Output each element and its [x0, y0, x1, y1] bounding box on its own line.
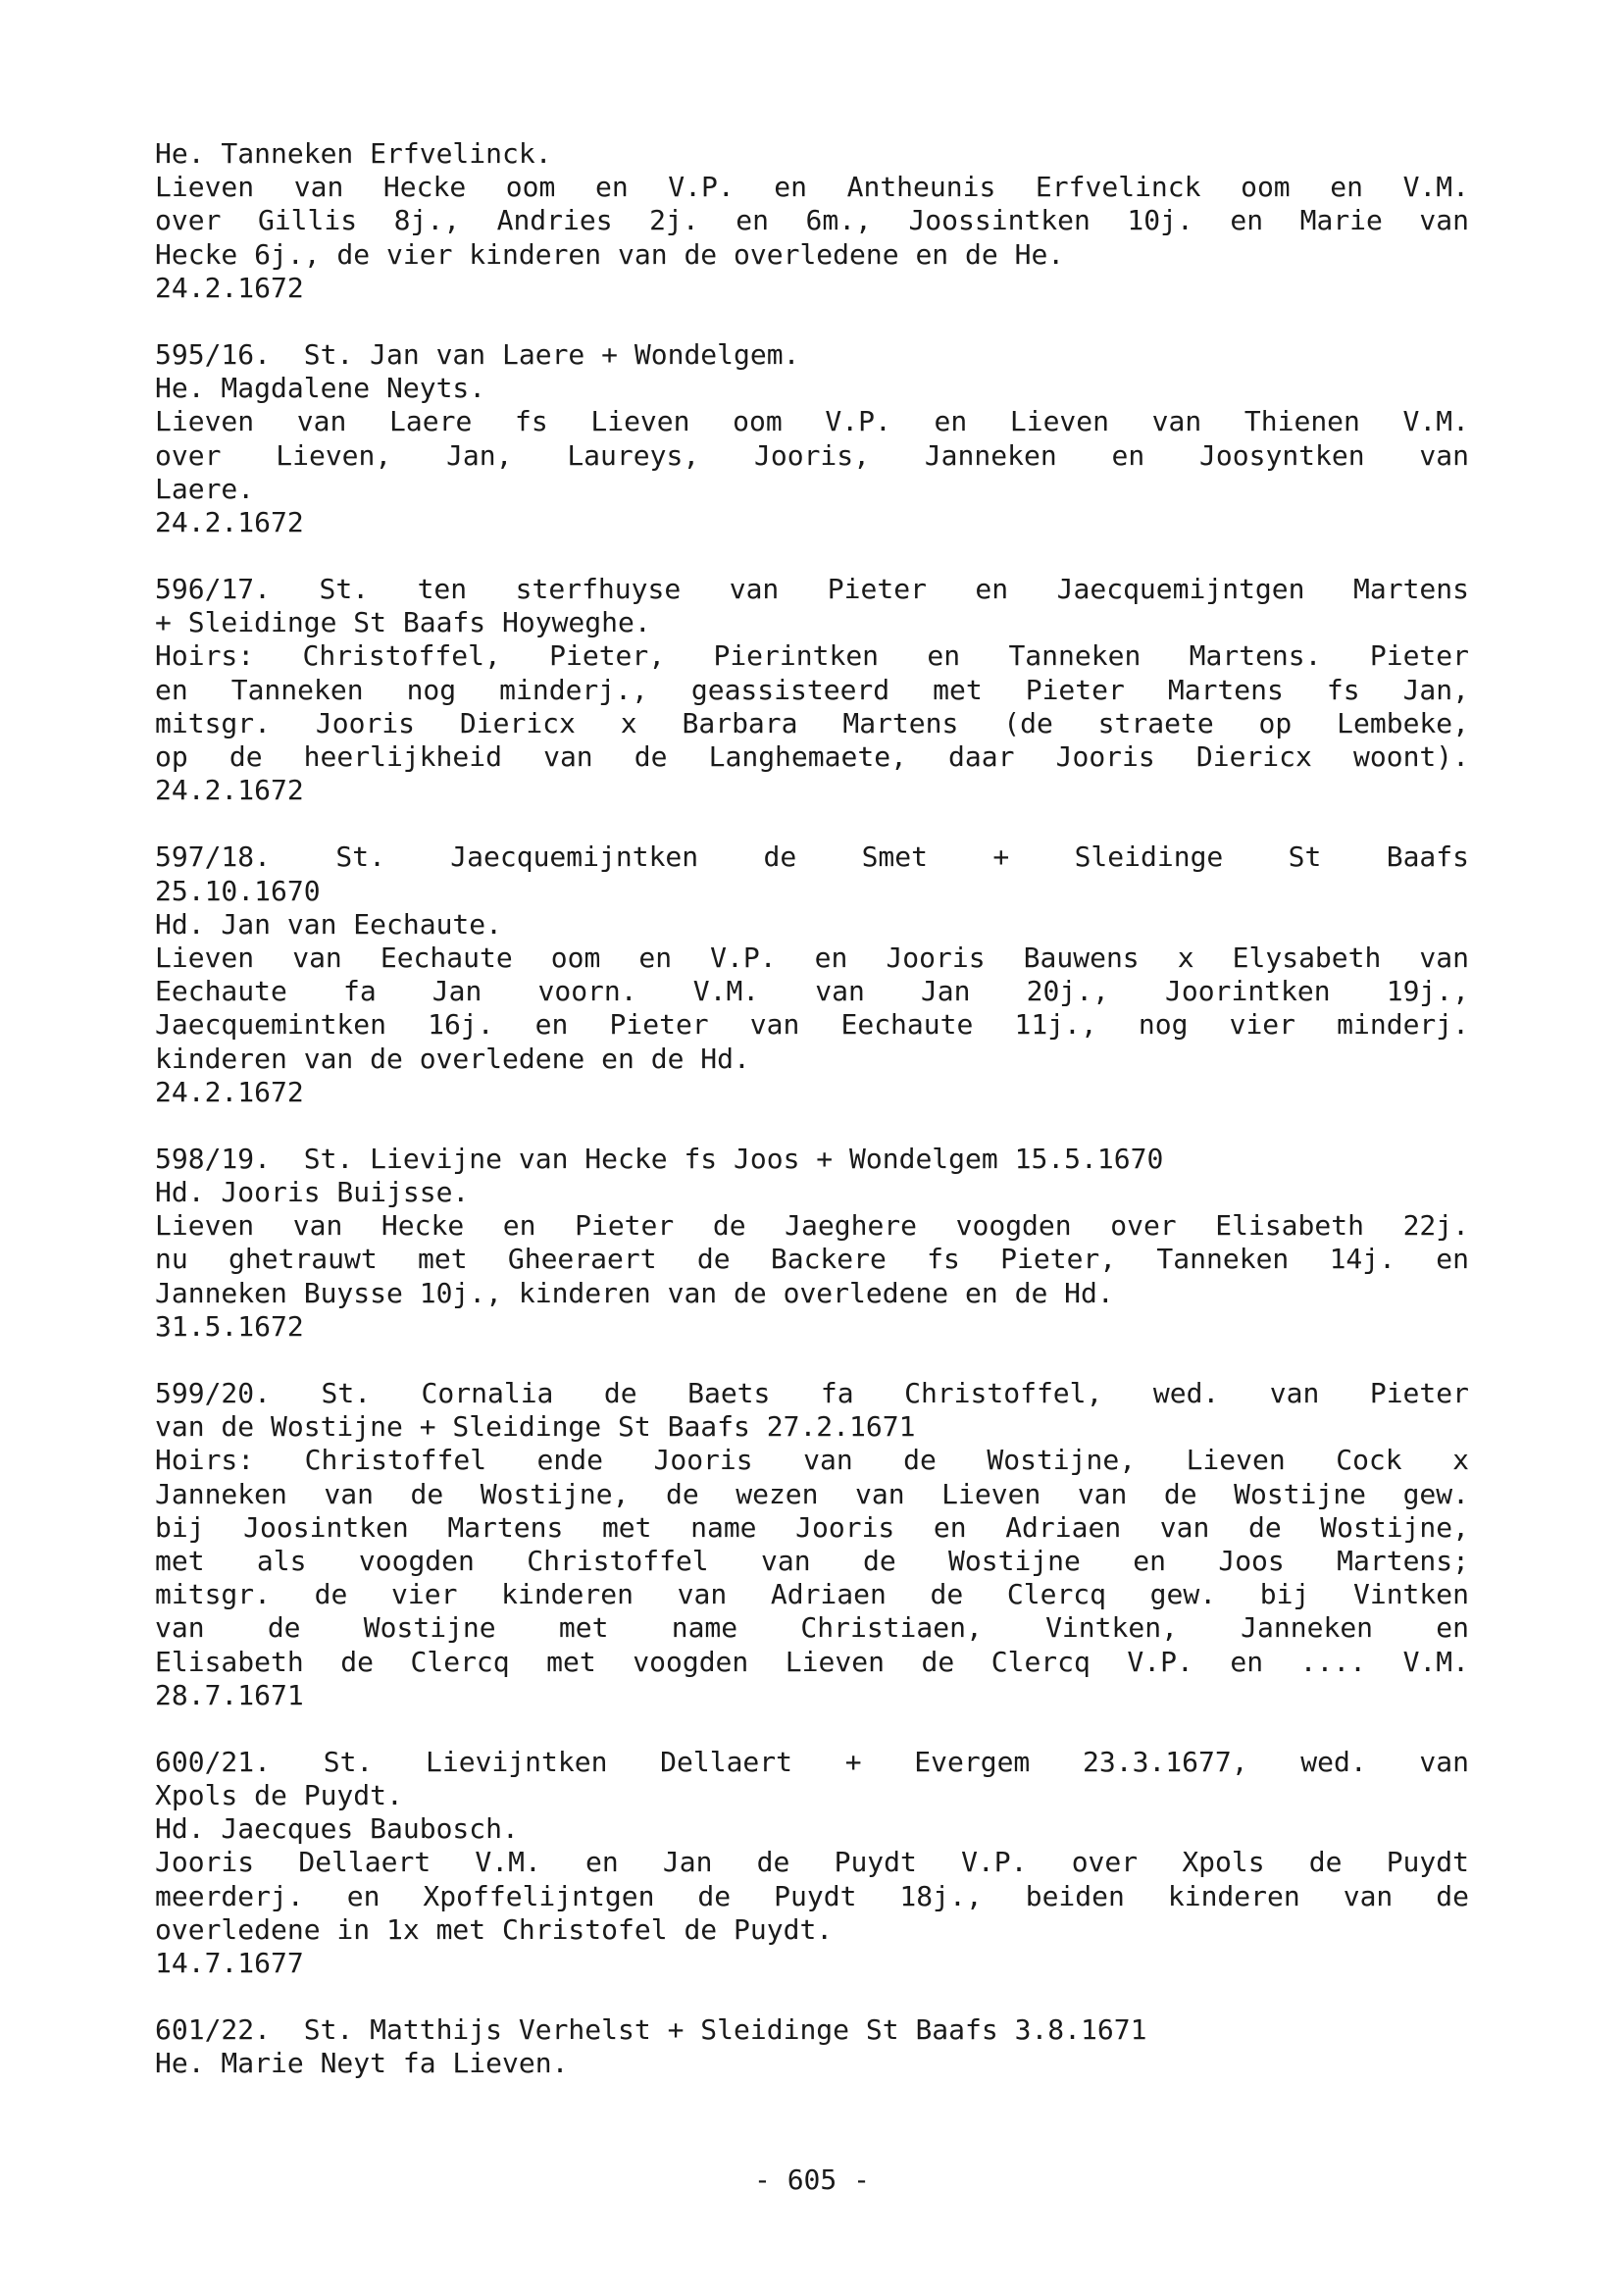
record-entry [155, 1377, 1469, 1712]
text-line: 598/19. St. Lievijne van Hecke fs Joos + Wondelgem 15.5.1670 [155, 1142, 1164, 1175]
text-line: Laere. [155, 472, 255, 505]
text-line: Janneken van de Wostijne, de wezen van Lieven van de Wostijne gew. [155, 1477, 1469, 1510]
text-line: 24.2.1672 [155, 774, 304, 807]
text-line: over Gillis 8j., Andries 2j. en 6m., Joossintken 10j. en Marie van [155, 204, 1469, 237]
text-line: 595/16. St. Jan van Laere + Wondelgem. [155, 337, 800, 371]
text-line: 14.7.1677 [155, 1947, 304, 1979]
text-line: + Sleidinge St Baafs Hoyweghe. [155, 606, 651, 639]
record-entry [155, 840, 1469, 1109]
text-line: Lieven van Eechaute oom en V.P. en Jooris Bauwens x Elysabeth van [155, 941, 1469, 974]
text-line: 24.2.1672 [155, 505, 304, 538]
text-line: Eechaute fa Jan voorn. V.M. van Jan 20j., Joorintken 19j., [155, 975, 1469, 1008]
text-line: Hoirs: Christoffel, Pieter, Pierintken en Tanneken Martens. Pieter [155, 639, 1469, 673]
text-line: 601/22. St. Matthijs Verhelst + Sleidinge St Baafs 3.8.1671 [155, 2013, 1147, 2047]
record-entry [155, 573, 1469, 807]
text-line: 28.7.1671 [155, 1678, 304, 1711]
text-line: Hoirs: Christoffel ende Jooris van de Wostijne, Lieven Cock x [155, 1444, 1469, 1477]
record-entry [155, 1143, 1469, 1344]
text-line: 599/20. St. Cornalia de Baets fa Christoffel, wed. van Pieter [155, 1377, 1469, 1409]
text-line: mitsgr. de vier kinderen van Adriaen de Clercq gew. bij Vintken [155, 1578, 1469, 1611]
text-line: 24.2.1672 [155, 271, 304, 304]
text-line: Jooris Dellaert V.M. en Jan de Puydt V.P. over Xpols de Puydt [155, 1846, 1469, 1879]
text-line: He. Marie Neyt fa Lieven. [155, 2047, 569, 2080]
text-line: 25.10.1670 [155, 874, 321, 907]
text-line: Lieven van Hecke en Pieter de Jaeghere voogden over Elisabeth 22j. [155, 1209, 1469, 1243]
record-entry [155, 1746, 1469, 1980]
text-line: Hd. Jan van Eechaute. [155, 907, 503, 941]
text-line: op de heerlijkheid van de Langhemaete, daar Jooris Diericx woont). [155, 740, 1469, 773]
text-line: Elisabeth de Clercq met voogden Lieven de Clercq V.P. en .... V.M. [155, 1645, 1469, 1678]
text-line: bij Joosintken Martens met name Jooris en Adriaen van de Wostijne, [155, 1510, 1469, 1544]
text-line: 597/18. St. Jaecquemijntken de Smet + Sleidinge St Baafs [155, 840, 1469, 874]
document-body [155, 137, 1469, 2114]
text-line: He. Magdalene Neyts. [155, 372, 486, 405]
text-line: Janneken Buysse 10j., kinderen van de overledene en de Hd. [155, 1276, 1114, 1309]
text-line: 24.2.1672 [155, 1075, 304, 1108]
text-line: van de Wostijne met name Christiaen, Vintken, Janneken en [155, 1611, 1469, 1645]
text-line: Hd. Jaecques Baubosch. [155, 1812, 519, 1846]
text-line: 600/21. St. Lievijntken Dellaert + Evergem 23.3.1677, wed. van [155, 1745, 1469, 1778]
text-line: Hd. Jooris Buijsse. [155, 1176, 470, 1209]
text-line: mitsgr. Jooris Diericx x Barbara Martens (de straete op Lembeke, [155, 706, 1469, 739]
record-entry [155, 137, 1469, 305]
text-line: over Lieven, Jan, Laureys, Jooris, Janneken en Joosyntken van [155, 438, 1469, 472]
text-line: meerderj. en Xpoffelijntgen de Puydt 18j., beiden kinderen van de [155, 1879, 1469, 1912]
text-line: Lieven van Laere fs Lieven oom V.P. en Lieven van Thienen V.M. [155, 405, 1469, 438]
text-line: Jaecquemintken 16j. en Pieter van Eechaute 11j., nog vier minderj. [155, 1008, 1469, 1042]
text-line: overledene in 1x met Christofel de Puydt. [155, 1912, 834, 1946]
text-line: van de Wostijne + Sleidinge St Baafs 27.2.1671 [155, 1410, 916, 1444]
text-line: Hecke 6j., de vier kinderen van de overledene en de He. [155, 237, 1065, 271]
text-line: 596/17. St. ten sterfhuyse van Pieter en Jaecquemijntgen Martens [155, 573, 1469, 606]
text-line: kinderen van de overledene en de Hd. [155, 1042, 750, 1075]
text-line: Xpols de Puydt. [155, 1779, 403, 1812]
text-line: Lieven van Hecke oom en V.P. en Antheunis Erfvelinck oom en V.M. [155, 171, 1469, 204]
text-line: He. Tanneken Erfvelinck. [155, 137, 552, 170]
text-line: met als voogden Christoffel van de Wostijne en Joos Martens; [155, 1544, 1469, 1577]
page-number: - 605 - [753, 2164, 870, 2196]
record-entry [155, 2013, 1469, 2080]
text-line: 31.5.1672 [155, 1309, 304, 1343]
text-line: nu ghetrauwt met Gheeraert de Backere fs Pieter, Tanneken 14j. en [155, 1243, 1469, 1276]
record-entry [155, 338, 1469, 539]
text-line: en Tanneken nog minderj., geassisteerd met Pieter Martens fs Jan, [155, 673, 1469, 706]
